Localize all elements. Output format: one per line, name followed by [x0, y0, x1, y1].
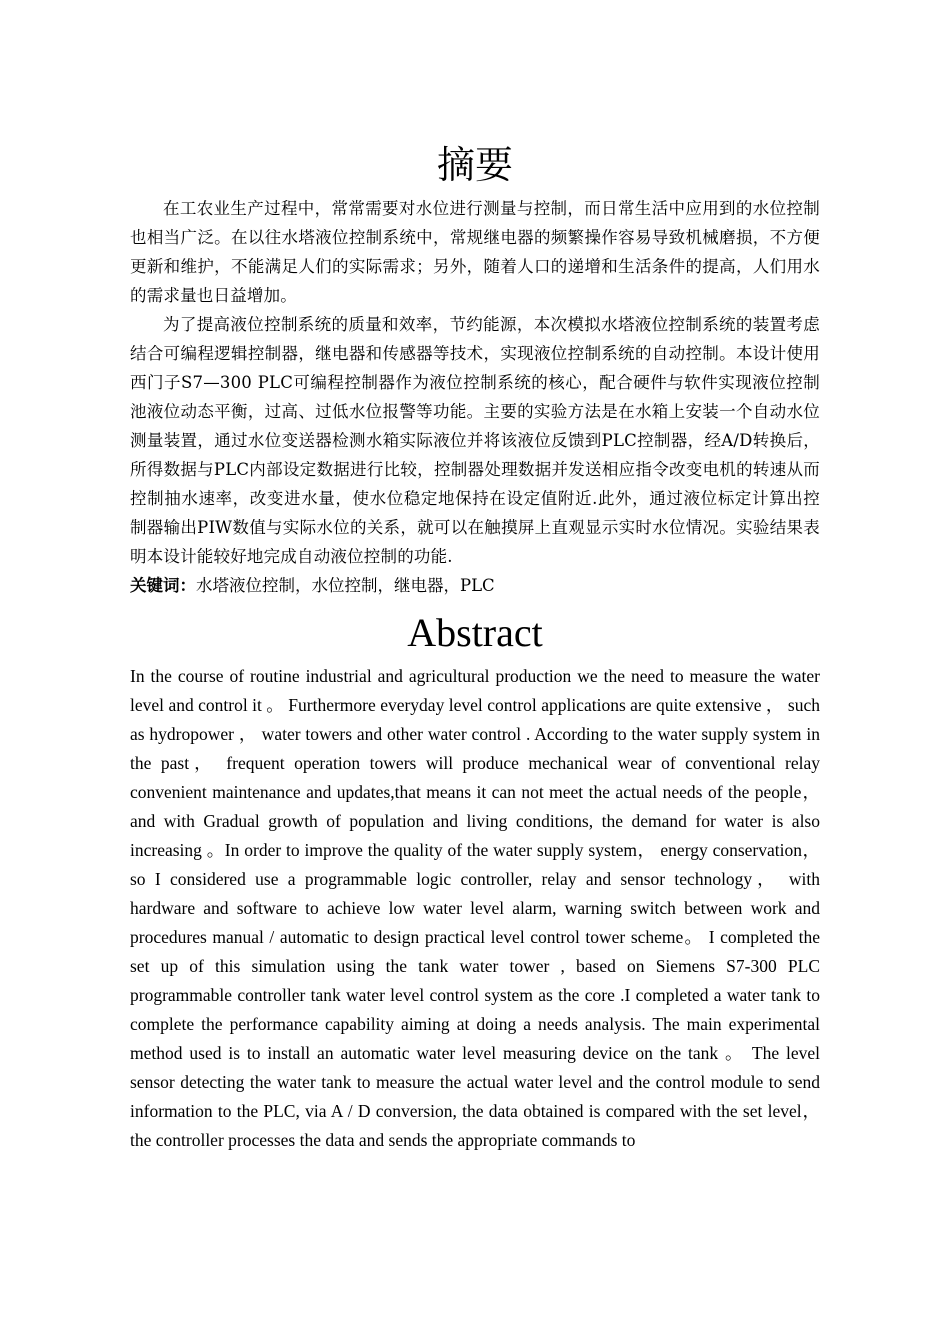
abstract-cn-title: 摘要 — [436, 143, 513, 187]
abstract-cn-paragraph-2: 为了提高液位控制系统的质量和效率，节约能源，本次模拟水塔液位控制系统的装置考虑结合可编程逻辑控制器，继电器和传感器等技术，实现液位控制系统的自动控制。本设计使用西门子S7—300 PLC可编程控制器作为液位控制系统的核心，配合硬件与软件实现液位控制池液位动态平衡，过高、过低水位报警等功能。主要的实验方法是在水箱上安装一个自动水位测量装置，通过水位变送器检测水箱实际液位并将该液位反馈到PLC控制器，经A/D转换后，所得数据与PLC内部设定数据进行比较，控制器处理数据并发送相应指令改变电机的转速从而控制抽水速率，改变进水量，使水位稳定地保持在设定值附近.此外，通过液位标定计算出控制器输出PIW数值与实际水位的关系，就可以在触摸屏上直观显示实时水位情况。实验结果表明本设计能较好地完成自动液位控制的功能. — [130, 315, 820, 566]
abstract-en-title: Abstract — [407, 610, 543, 655]
document-content — [130, 138, 820, 1155]
abstract-en-paragraph: In the course of routine industrial and agricultural production we the need to measure the water level and control it 。 Furthermore everyday level control applications are quite extensive ， such as hydropower ， water towers and other water control . According to the water supply system in the past， frequent operation towers will produce mechanical wear of conventional relay convenient maintenance and updates,that means it can not meet the actual needs of the people， and with Gradual growth of population and living conditions, the demand for water is also increasing 。In order to improve the quality of the water supply system， energy conservation， so I considered use a programmable logic controller, relay and sensor technology， with hardware and software to achieve low water level alarm, warning switch between work and procedures manual / automatic to design practical level control tower scheme。 I completed the set up of this simulation using the tank water tower , based on Siemens S7-300 PLC programmable controller tank water level control system as the core .I completed a water tank to complete the performance capability aiming at doing a needs analysis. The main experimental method used is to install an automatic water level measuring device on the tank 。 The level sensor detecting the water tank to measure the actual water level and the control module to send information to the PLC, via A / D conversion, the data obtained is compared with the set level， the controller processes the data and sends the appropriate commands to — [130, 666, 820, 1150]
abstract-cn-paragraph-1: 在工农业生产过程中，常常需要对水位进行测量与控制，而日常生活中应用到的水位控制也相当广泛。在以往水塔液位控制系统中，常规继电器的频繁操作容易导致机械磨损，不方便更新和维护，不能满足人们的实际需求；另外，随着人口的递增和生活条件的提高，人们用水的需求量也日益增加。 — [130, 199, 820, 305]
keywords-value: 水塔液位控制，水位控制，继电器，PLC — [196, 576, 495, 595]
keywords-label: 关键词： — [130, 576, 196, 595]
keywords-line — [130, 571, 820, 600]
